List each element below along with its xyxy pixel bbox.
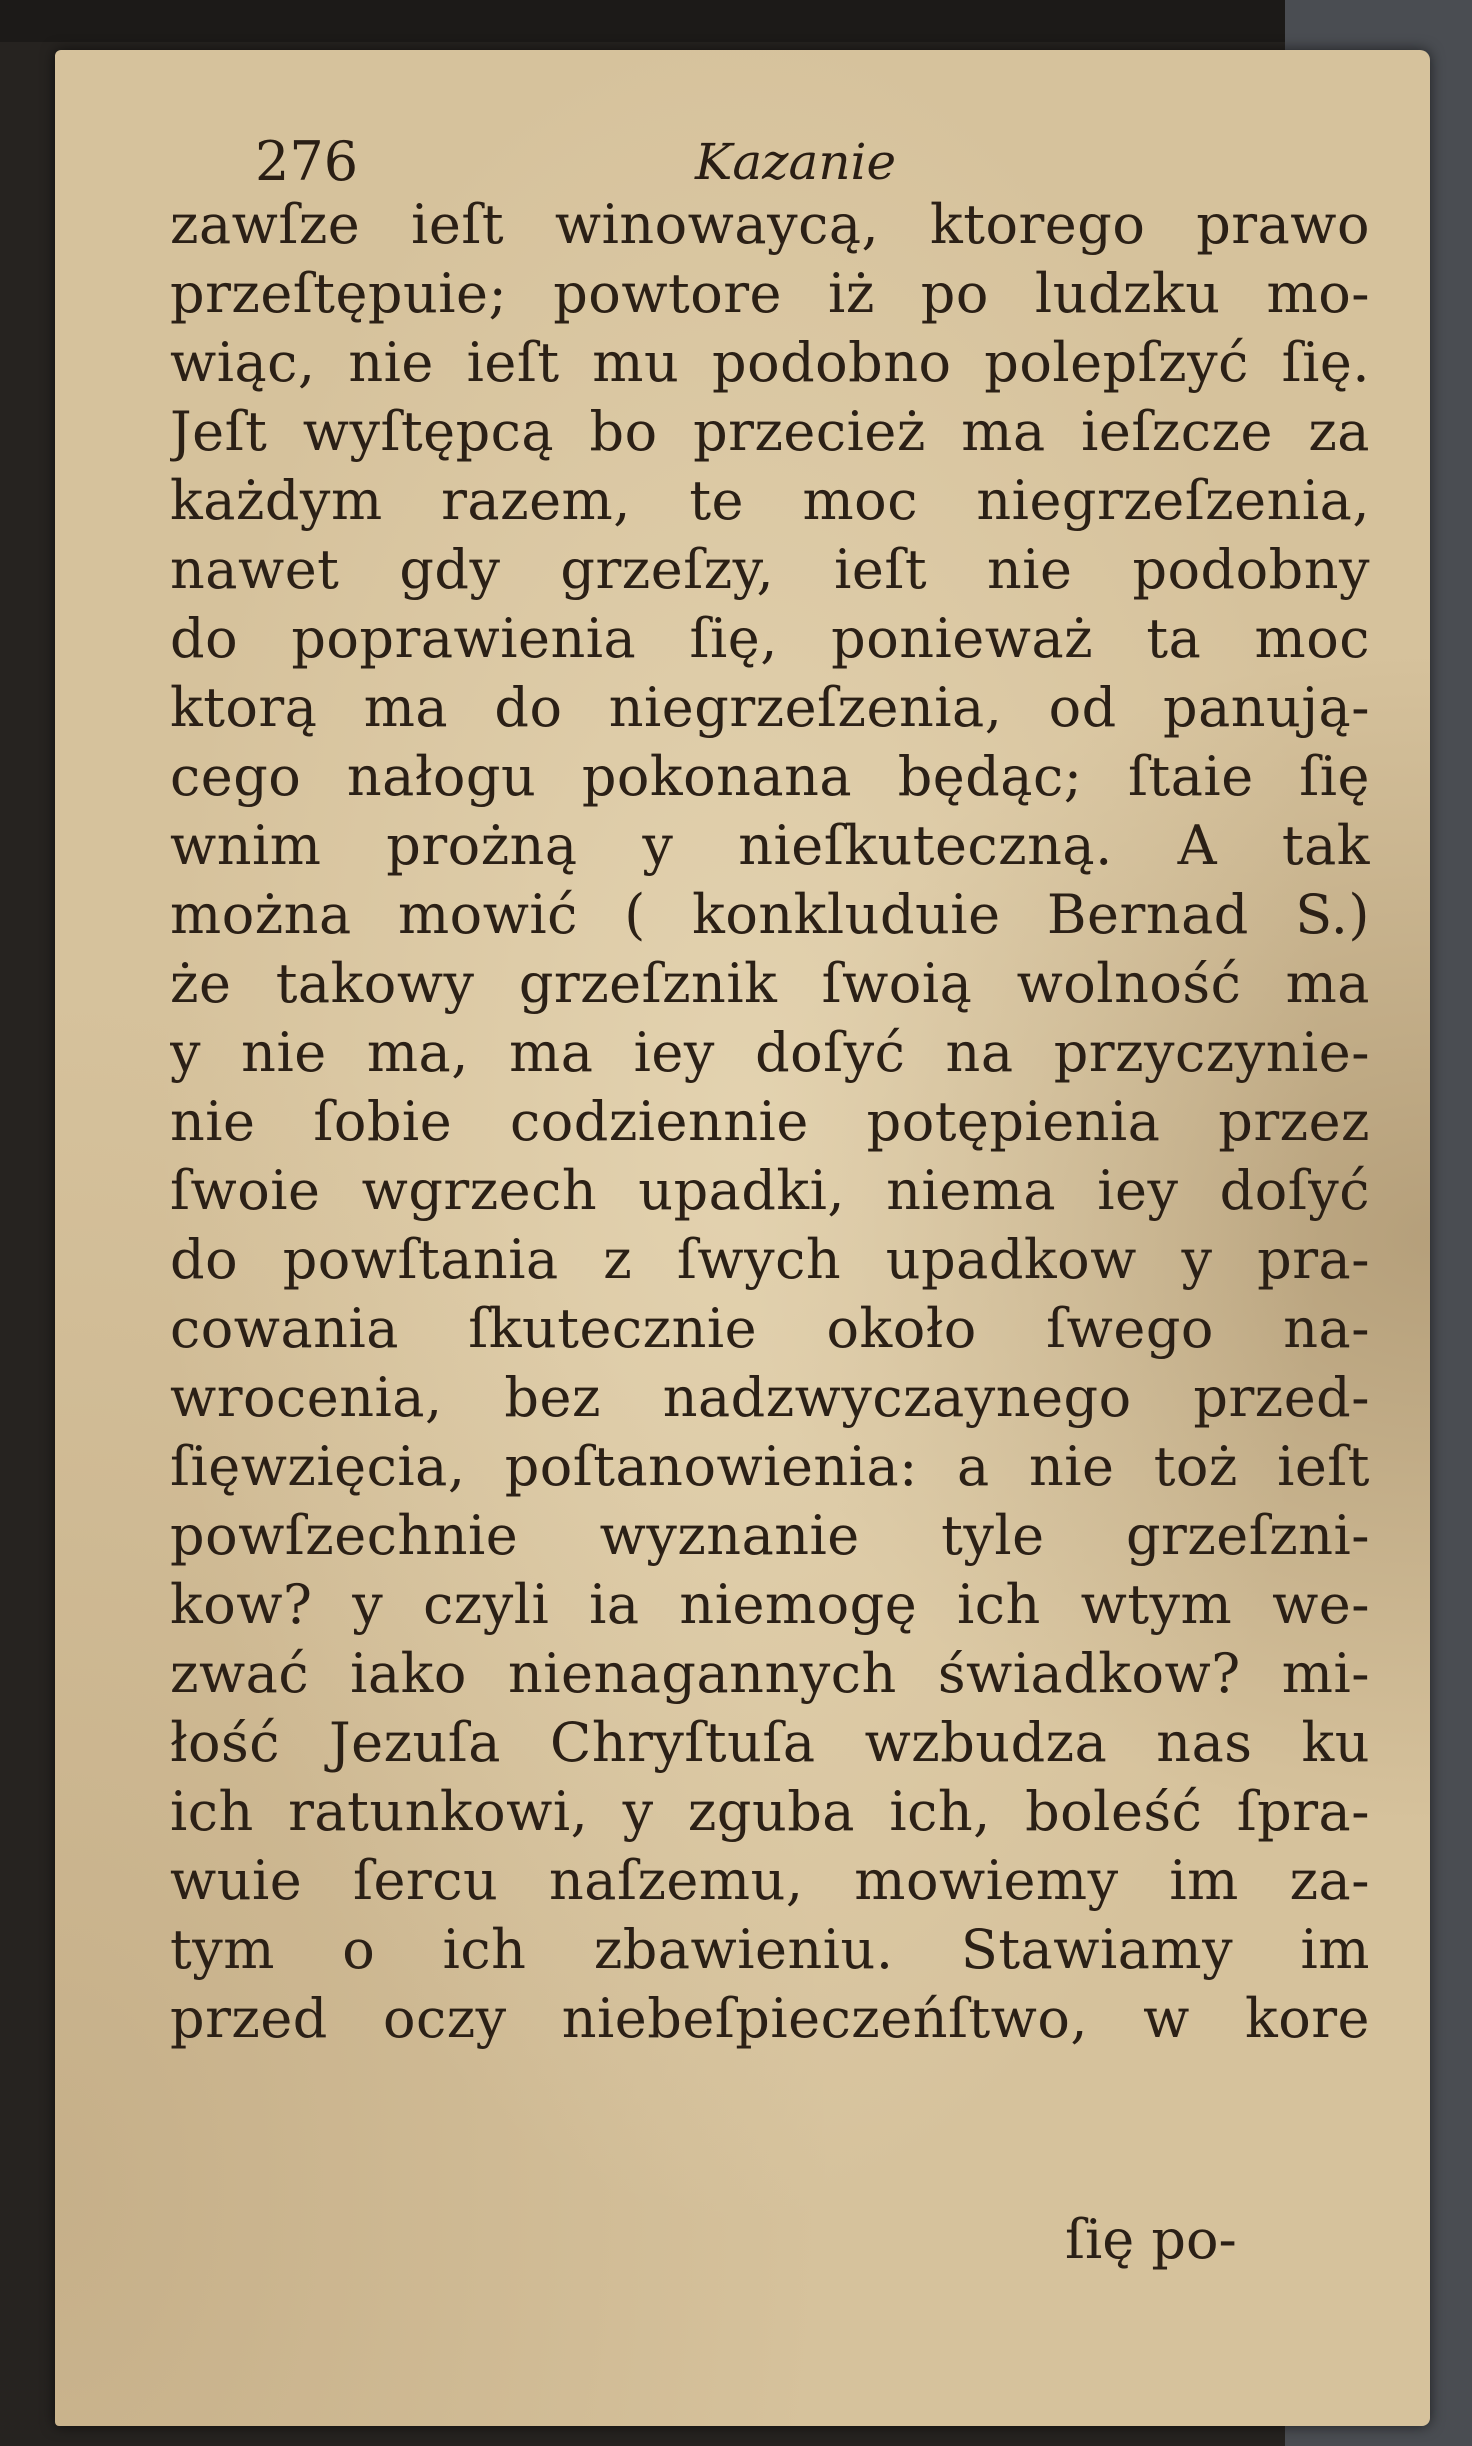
- text-line: powſzechnie wyznanie tyle grzeſzni-: [170, 1504, 1370, 1567]
- text-line: do powſtania z ſwych upadkow y pra-: [170, 1228, 1370, 1291]
- text-line: cowania ſkutecznie około ſwego na-: [170, 1297, 1370, 1360]
- text-line: y nie ma, ma iey doſyć na przyczynie-: [170, 1021, 1370, 1084]
- text-line: wnim prożną y nieſkuteczną. A tak: [170, 814, 1370, 877]
- running-head: Kazanie: [695, 133, 897, 191]
- text-line: zawſze ieſt winowaycą, ktorego prawo: [170, 193, 1370, 256]
- text-line: Jeſt wyſtępcą bo przecież ma ieſzcze za: [170, 400, 1370, 463]
- body-text: [170, 190, 1370, 2053]
- page-number: 276: [255, 130, 359, 193]
- text-line: ich ratunkowi, y zguba ich, boleść ſpra-: [170, 1780, 1370, 1843]
- text-line: do poprawienia ſię, ponieważ ta moc: [170, 607, 1370, 670]
- text-line: wuie ſercu naſzemu, mowiemy im za-: [170, 1849, 1370, 1912]
- scan-top-edge: [0, 0, 1472, 42]
- text-line: tym o ich zbawieniu. Stawiamy im: [170, 1918, 1370, 1981]
- text-line: łość Jezuſa Chryſtuſa wzbudza nas ku: [170, 1711, 1370, 1774]
- text-line: ktorą ma do niegrzeſzenia, od panują-: [170, 676, 1370, 739]
- text-line: nawet gdy grzeſzy, ieſt nie podobny: [170, 538, 1370, 601]
- text-line: wrocenia, bez nadzwyczaynego przed-: [170, 1366, 1370, 1429]
- catchword: ſię po-: [1065, 2208, 1237, 2271]
- text-line: że takowy grzeſznik ſwoią wolność ma: [170, 952, 1370, 1015]
- book-page: [55, 50, 1430, 2426]
- text-line: każdym razem, te moc niegrzeſzenia,: [170, 469, 1370, 532]
- text-line: kow? y czyli ia niemogę ich wtym we-: [170, 1573, 1370, 1636]
- text-line: ſięwzięcia, poſtanowienia: a nie toż ieſt: [170, 1435, 1370, 1498]
- text-line: można mowić ( konkluduie Bernad S.): [170, 883, 1370, 946]
- text-line: zwać iako nienagannych świadkow? mi-: [170, 1642, 1370, 1705]
- text-line: ſwoie wgrzech upadki, niema iey doſyć: [170, 1159, 1370, 1222]
- text-line: cego nałogu pokonana będąc; ſtaie ſię: [170, 745, 1370, 808]
- text-line: wiąc, nie ieſt mu podobno polepſzyć ſię.: [170, 331, 1370, 394]
- text-line: przeſtępuie; powtore iż po ludzku mo-: [170, 262, 1370, 325]
- text-line: nie ſobie codziennie potępienia przez: [170, 1090, 1370, 1153]
- text-line: przed oczy niebeſpieczeńſtwo, w kore: [170, 1987, 1370, 2050]
